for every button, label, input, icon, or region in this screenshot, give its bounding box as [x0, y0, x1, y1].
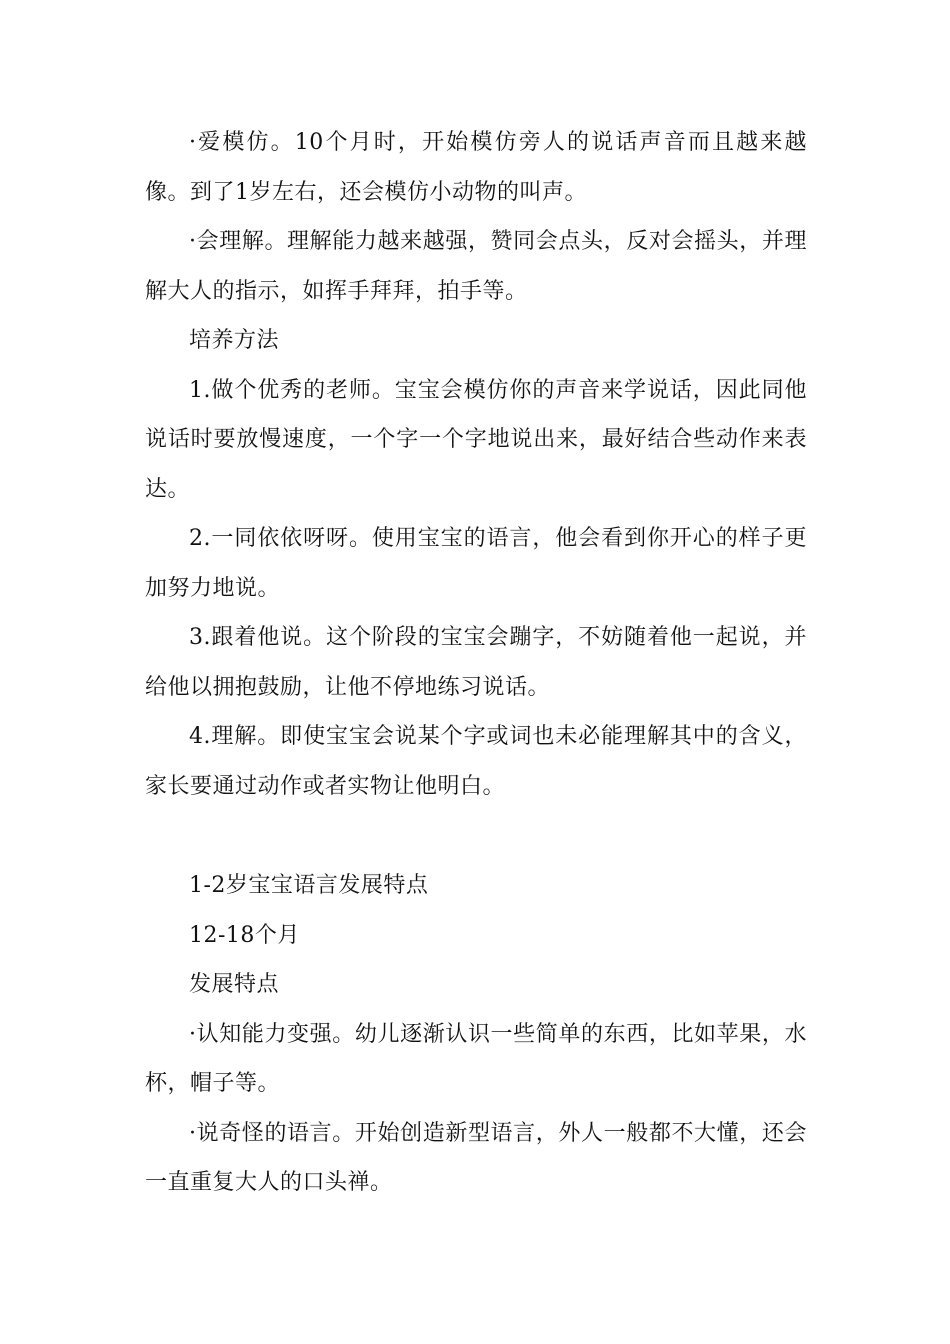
paragraph-method-1: 1.做个优秀的老师。宝宝会模仿你的声音来学说话，因此同他说话时要放慢速度，一个字一个字地说出来，最好结合些动作来表达。 — [145, 377, 807, 502]
section-heading-1-2-years: 1-2岁宝宝语言发展特点 — [189, 873, 429, 898]
section-heading-methods: 培养方法 — [189, 328, 280, 353]
document-body — [145, 118, 807, 1208]
paragraph-method-2: 2.一同依依呀呀。使用宝宝的语言，他会看到你开心的样子更加努力地说。 — [145, 526, 807, 601]
paragraph-understand: ·会理解。理解能力越来越强，赞同会点头，反对会摇头，并理解大人的指示，如挥手拜拜，拍手等。 — [145, 229, 807, 304]
paragraph-method-3: 3.跟着他说。这个阶段的宝宝会蹦字，不妨随着他一起说，并给他以拥抱鼓励，让他不停地练习说话。 — [145, 625, 807, 700]
subheading-features: 发展特点 — [189, 972, 280, 997]
section-spacer — [145, 811, 807, 861]
paragraph-method-4: 4.理解。即使宝宝会说某个字或词也未必能理解其中的含义，家长要通过动作或者实物让他明白。 — [145, 724, 807, 799]
paragraph-imitate: ·爱模仿。10个月时，开始模仿旁人的说话声音而且越来越像。到了1岁左右，还会模仿小动物的叫声。 — [145, 130, 807, 205]
subheading-12-18-months: 12-18个月 — [189, 922, 300, 948]
paragraph-cognition: ·认知能力变强。幼儿逐渐认识一些简单的东西，比如苹果，水杯，帽子等。 — [145, 1021, 807, 1096]
paragraph-strange-language: ·说奇怪的语言。开始创造新型语言，外人一般都不大懂，还会一直重复大人的口头禅。 — [145, 1120, 807, 1195]
